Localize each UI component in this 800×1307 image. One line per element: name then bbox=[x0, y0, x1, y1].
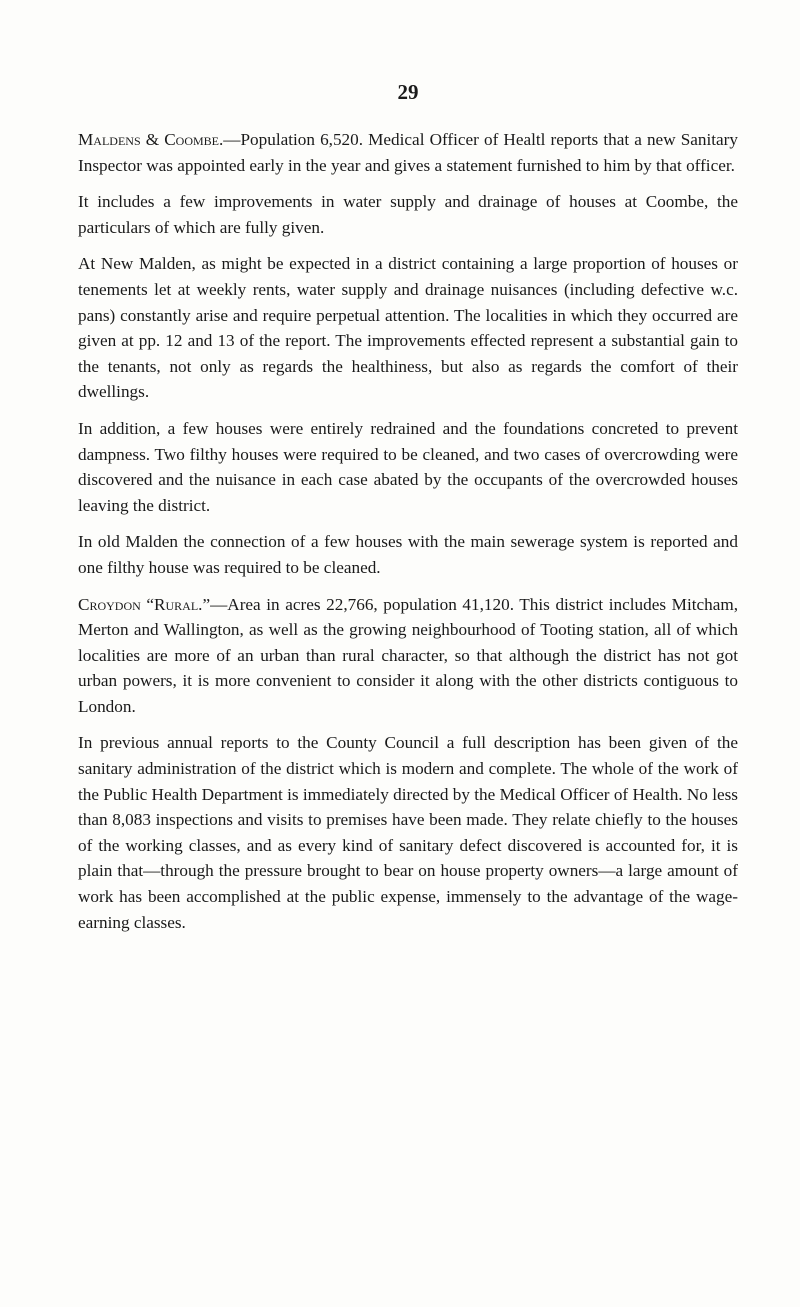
paragraph-sanitary-administration bbox=[78, 730, 738, 935]
paragraph-text: —Population 6,520. Medical Officer of Healtl reports that a new Sanitary Inspector was appointed early in the year and gives a statement furnished to him by that officer. bbox=[78, 130, 738, 175]
paragraph-maldens bbox=[78, 127, 738, 178]
paragraph-text: In addition, a few houses were entirely redrained and the foundations concreted to prevent dampness. Two filthy houses were required to be cleaned, and two cases of overcrowding were discovered and the nuisance in each case abated by the occupants of the overcrowded houses leaving the district. bbox=[78, 418, 738, 515]
paragraph-coombe-improvements bbox=[78, 189, 738, 240]
page-number: 29 bbox=[397, 80, 419, 104]
body-text bbox=[78, 127, 738, 946]
paragraph-text: In previous annual reports to the County Council a full description has been given of the sanitary administration of the district which is modern and complete. The whole of the work of the Public Health Department is immediately directed by the Medical Officer of Health. No less than 8,083 inspections and visits to premises have been made. They relate chiefly to the houses of the working classes, and as every kind of sanitary defect discovered is accounted for, it is plain that—through the pressure brought to bear on house property owners—a large amount of work has been accomplished at the public expense, immensely to the advantage of the wage-earning classes. bbox=[78, 733, 738, 932]
paragraph-text: —Area in acres 22,766, population 41,120. This district includes Mitcham, Merton and Wallington, as well as the growing neighbourhood of Tooting station, all of which localities are more of an urban than rural character, so that although the district has not got urban powers, it is more convenient to consider it along with the other districts contiguous to London. bbox=[78, 594, 739, 716]
paragraph-old-malden bbox=[78, 529, 738, 580]
paragraph-text: At New Malden, as might be expected in a district containing a large proportion of houses or tenements let at weekly rents, water supply and drainage nuisances (including defective w.c. pans) constantly arise and require perpetual attention. The localities in which they occurred are given at pp. 12 and 13 of the report. The improvements effected represent a substantial gain to the tenants, not only as regards the healthiness, but also as regards the comfort of their dwellings. bbox=[78, 254, 738, 402]
paragraph-text: It includes a few improvements in water supply and drainage of houses at Coombe, the particulars of which are fully given. bbox=[78, 192, 738, 237]
paragraph-redrained-houses bbox=[78, 416, 738, 518]
section-heading-croydon: Croydon “Rural.” bbox=[78, 594, 211, 614]
section-heading-maldens: Maldens & Coombe. bbox=[78, 130, 224, 149]
paragraph-croydon-rural bbox=[78, 592, 738, 720]
paragraph-text: In old Malden the connection of a few houses with the main sewerage system is reported and one filthy house was required to be cleaned. bbox=[78, 532, 738, 577]
paragraph-new-malden bbox=[78, 251, 738, 405]
